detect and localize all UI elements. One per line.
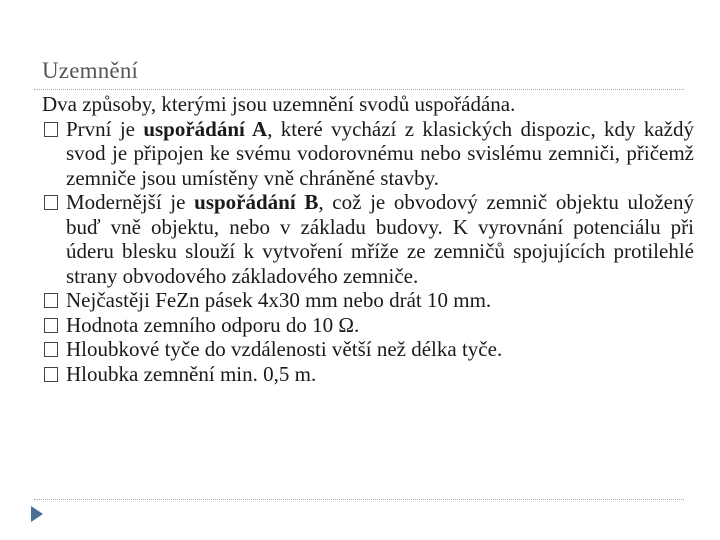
bullet-list	[42, 117, 694, 387]
footer-divider	[34, 499, 684, 500]
bullet-text: Hloubkové tyče do vzdálenosti větší než délka tyče.	[66, 337, 503, 361]
bullet-text-after: , které vychází z klasických dispozic, kdy každý svod je připojen ke svému vodorovnému nebo svislému zemniči, přičemž zemniče jsou umístěny vně chráněné stavby.	[66, 116, 694, 190]
square-bullet-icon	[44, 122, 58, 137]
bullet-text-before: První je	[66, 116, 144, 141]
bullet-item	[42, 190, 694, 288]
bullet-item	[42, 288, 694, 313]
slide-body	[42, 92, 694, 386]
square-bullet-icon	[44, 293, 58, 308]
title-divider	[34, 89, 684, 90]
square-bullet-icon	[44, 195, 58, 210]
bullet-text-after: , což je obvodový zemnič objektu uložený buď vně objektu, nebo v základu budovy. K vyrovnání potenciálu při úderu blesku slouží k vytvoření mříže ze zemničů spojujících protilehlé strany obvodového základového zemniče.	[66, 190, 694, 288]
bullet-item	[42, 337, 694, 362]
square-bullet-icon	[44, 367, 58, 382]
bullet-text-before: Modernější je	[66, 190, 195, 214]
bullet-item	[42, 313, 694, 338]
bullet-text: Hodnota zemního odporu do 10 Ω.	[66, 312, 360, 337]
slide-title: Uzemnění	[42, 58, 139, 83]
bullet-text-strong: uspořádání B	[194, 190, 319, 214]
bullet-text: Hloubka zemnění min. 0,5 m.	[66, 361, 317, 386]
triangle-arrow-icon	[30, 505, 44, 523]
square-bullet-icon	[44, 318, 58, 333]
intro-text: Dva způsoby, kterými jsou uzemnění svodů uspořádána.	[42, 92, 516, 116]
triangle-arrow-shape	[31, 506, 43, 522]
bullet-text: Nejčastěji FeZn pásek 4x30 mm nebo drát 10 mm.	[66, 288, 492, 312]
bullet-text-strong: uspořádání A	[143, 116, 268, 141]
bullet-item	[42, 117, 694, 191]
square-bullet-icon	[44, 342, 58, 357]
bullet-item	[42, 362, 694, 387]
